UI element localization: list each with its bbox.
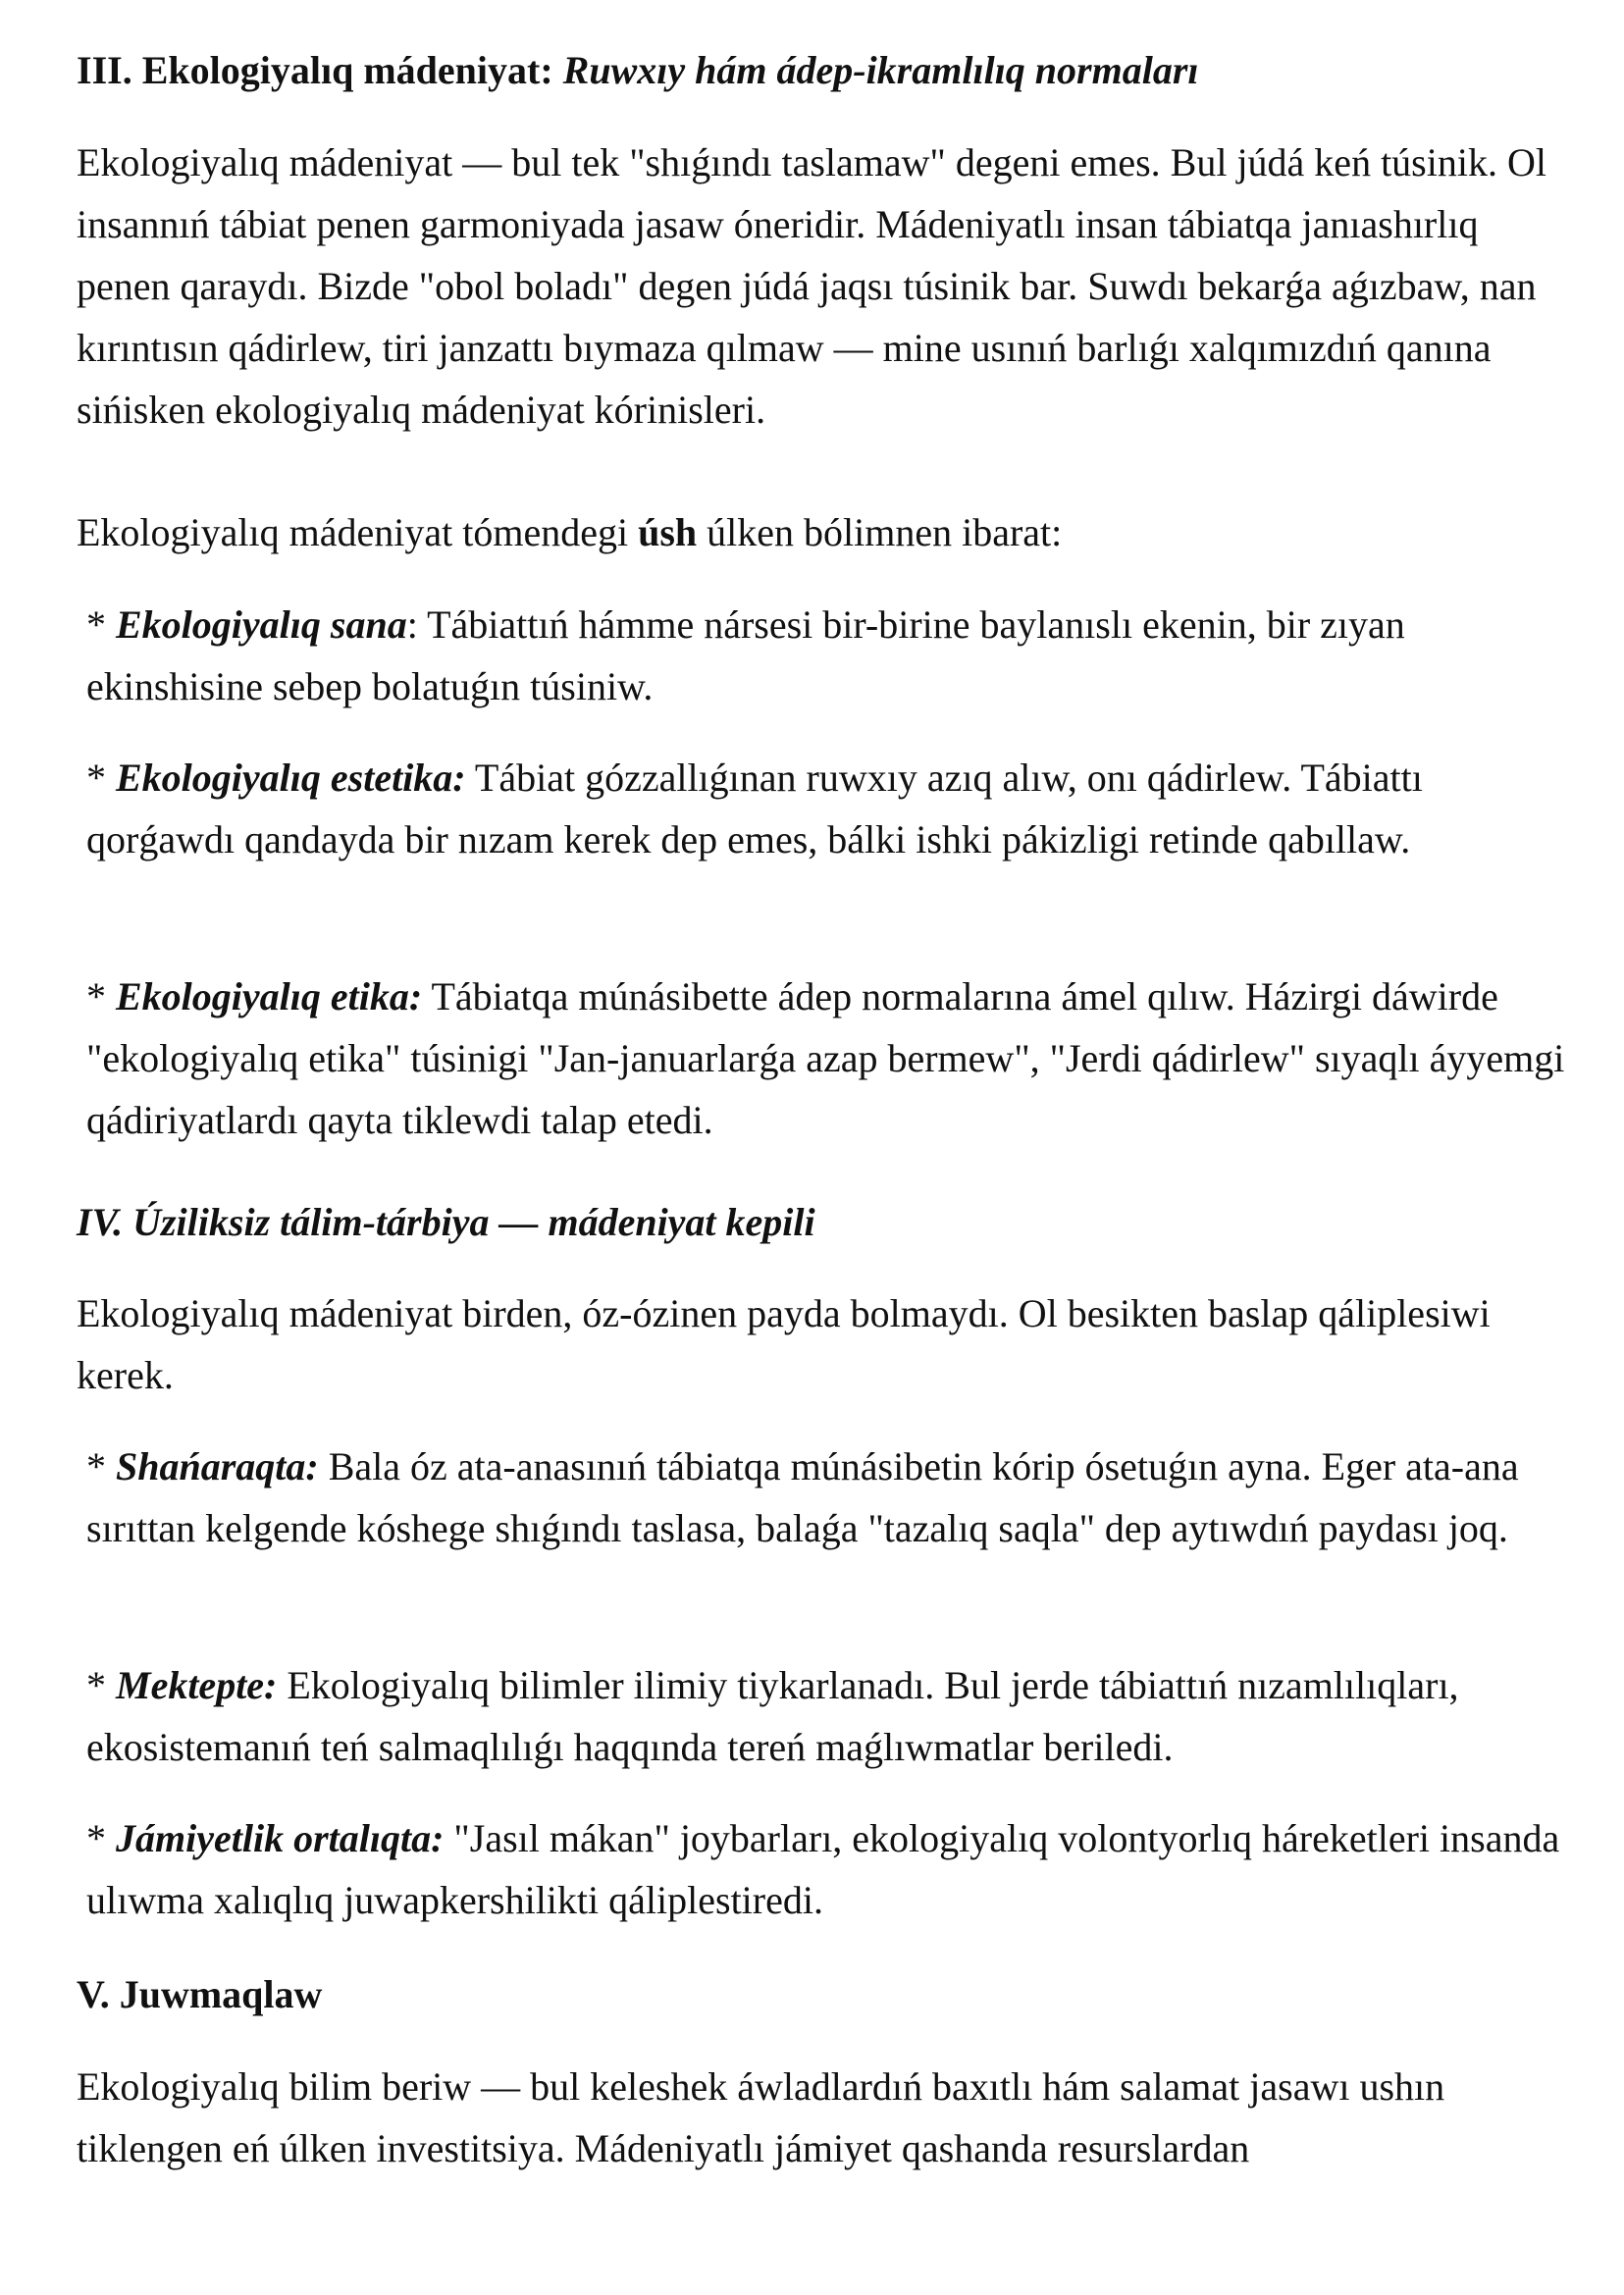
list-item-text: Ekologiyalıq bilimler ilimiy tiykarlanadı. Bul jerde tábiattıń nızamlılıqları, ekosistemanıń teń salmaqlılıǵı haqqında tereń maǵlıwmatlar beriledi.	[86, 1663, 1459, 1769]
list-item-text: Bala óz ata-anasınıń tábiatqa múnásibetin kórip ósetuǵın ayna. Eger ata-ana sırıttan kelgende kóshege shıǵındı taslasa, balaǵa "tazalıq saqla" dep aytıwdıń paydası joq.	[86, 1444, 1519, 1550]
list-item-family	[77, 1435, 1578, 1559]
list-item-ecological-aesthetics	[77, 747, 1578, 870]
list-item-text: Tábiatqa múnásibette ádep normalarına ámel qılıw. Házirgi dáwirde "ekologiyalıq etika" túsinigi "Jan-januarlarǵa azap bermew", "Jerdi qádirlew" sıyaqlı áyyemgi qádiriyatlardı qayta tiklewdi talap etedi.	[86, 974, 1565, 1142]
list-item-term: Ekologiyalıq estetika:	[116, 756, 466, 800]
list-item-school	[77, 1654, 1578, 1778]
list-item-term: Ekologiyalıq etika:	[116, 974, 423, 1018]
section-5-paragraph: Ekologiyalıq bilim beriw — bul keleshek áwladlardıń baxıtlı hám salamat jasawı ushın tiklengen eń úlken investitsiya. Mádeniyatlı jámiyet qashanda resurslardan	[77, 2064, 1445, 2170]
list-item-term: Mektepte:	[116, 1663, 278, 1707]
section-3-heading	[77, 39, 1568, 101]
list-item-society	[77, 1807, 1578, 1931]
list-item-text: "Jasıl mákan" joybarları, ekologiyalıq volontyorlıq háreketleri insanda ulıwma xalıqlıq juwapkershilikti qáliplestiredi.	[86, 1816, 1560, 1922]
list-item-text: Tábiat gózzallıǵınan ruwxıy azıq alıw, onı qádirlew. Tábiattı qorǵawdı qandayda bir nızam kerek dep emes, bálki ishki pákizligi retinde qabıllaw.	[86, 756, 1423, 861]
list-item-ecological-awareness	[77, 594, 1578, 717]
bullet-marker: *	[86, 756, 116, 800]
section-3-heading-prefix: III. Ekologiyalıq mádeniyat:	[77, 48, 563, 92]
bullet-marker: *	[86, 1816, 116, 1860]
section-4-paragraph: Ekologiyalıq mádeniyat birden, óz-ózinen payda bolmaydı. Ol besikten baslap qáliplesiwi kerek.	[77, 1291, 1491, 1397]
list-item-text: : Tábiattıń hámme nársesi bir-birine baylanıslı ekenin, bir zıyan ekinshisine sebep bolatuǵın túsiniw.	[86, 602, 1405, 708]
section-3-paragraph: Ekologiyalıq mádeniyat — bul tek "shıǵındı taslamaw" degeni emes. Bul júdá keń túsinik. Ol insannıń tábiat penen garmoniyada jasaw óneridir. Mádeniyatlı insan tábiatqa janıashırlıq penen qaraydı. Bizde "obol boladı" degen júdá jaqsı túsinik bar. Suwdı bekarǵa aǵızbaw, nan kırıntısın qádirlew, tiri janzattı bıymaza qılmaw — mine usınıń barlıǵı xalqımızdıń qanına sińisken ekologiyalıq mádeniyat kórinisleri.	[77, 140, 1546, 432]
list-item-ecological-ethics	[77, 965, 1578, 1151]
bullet-marker: *	[86, 974, 116, 1018]
bullet-marker: *	[86, 1444, 116, 1488]
bullet-marker: *	[86, 602, 116, 647]
section-3-heading-italic: Ruwxıy hám ádep-ikramlılıq normaları	[562, 48, 1199, 92]
intro-bold-word: úsh	[638, 510, 698, 554]
intro-text-before: Ekologiyalıq mádeniyat tómendegi	[77, 510, 639, 554]
list-item-term: Ekologiyalıq sana	[116, 602, 407, 647]
section-4-heading: IV. Úziliksiz tálim-tárbiya — mádeniyat kepili	[77, 1200, 815, 1244]
list-item-term: Shańaraqta:	[116, 1444, 319, 1488]
intro-text-after: úlken bólimnen ibarat:	[697, 510, 1063, 554]
list-item-term: Jámiyetlik ortalıqta:	[116, 1816, 445, 1860]
section-3-intro	[77, 501, 1568, 563]
bullet-marker: *	[86, 1663, 116, 1707]
section-5-heading: V. Juwmaqlaw	[77, 1972, 323, 2016]
